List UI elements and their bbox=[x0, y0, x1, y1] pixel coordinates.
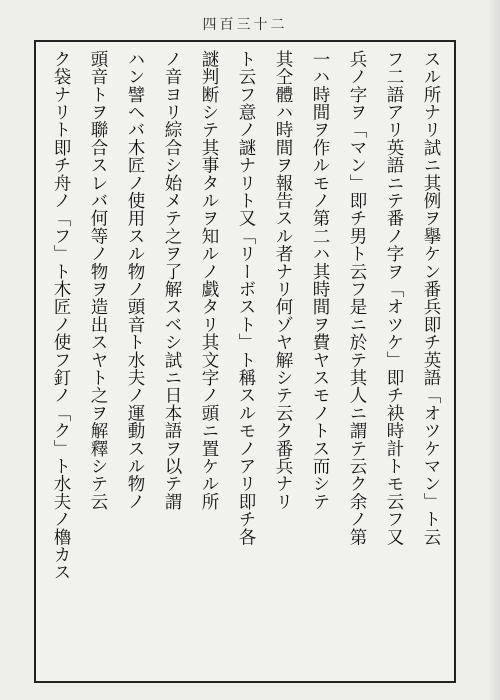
text-column-10: 頭音トヲ聯合スレバ何等ノ物ヲ造出スヤト之ヲ解釋シテ云 bbox=[88, 50, 108, 511]
text-frame bbox=[34, 40, 456, 683]
text-column-5: 其仝體ハ時間ヲ報告スル者ナリ何ゾヤ解シテ云ク番兵ナリ bbox=[273, 50, 293, 511]
text-column-2: フ二語アリ英語ニテ番ノ字ヲ「オツケ」即チ袂時計トモ云フ又 bbox=[384, 50, 404, 546]
vertical-text-block bbox=[42, 50, 446, 675]
text-column-8: ノ音ヨリ綜合シ始メテ之ヲ了解スベシ試ニ日本語ヲ以テ謂 bbox=[162, 50, 182, 511]
text-column-6: ト云フ意ノ謎ナリト又「リーボスト」ト稱スルモノアリ即チ各 bbox=[236, 50, 256, 546]
text-column-1: スル所ナリ試ニ其例ヲ擧ケン番兵即チ英語「オツケマン」ト云 bbox=[421, 50, 441, 546]
text-column-11: ク袋ナリト即チ舟ノ「フ」ト木匠ノ使フ釘ノ「ク」ト水夫ノ櫓カス bbox=[51, 50, 71, 581]
text-column-9: ハン譬ヘバ木匠ノ使用スル物ノ頭音ト水夫ノ運動スル物ノ bbox=[125, 50, 145, 511]
text-column-3: 兵ノ字ヲ「マン」即チ男ト云フ是ニ於テ其人ニ謂テ云ク余ノ第 bbox=[347, 50, 367, 546]
paper-edge-shadow bbox=[488, 0, 500, 700]
page-number: 四百三十二 bbox=[202, 17, 288, 33]
text-column-4: 一ハ時間ヲ作ルモノ第二ハ其時間ヲ費ヤスモノトス而シテ bbox=[310, 50, 330, 511]
text-column-7: 謎判断シテ其事タルヲ知ルノ戯タリ其文字ノ頭ニ置ケル所 bbox=[199, 50, 219, 511]
